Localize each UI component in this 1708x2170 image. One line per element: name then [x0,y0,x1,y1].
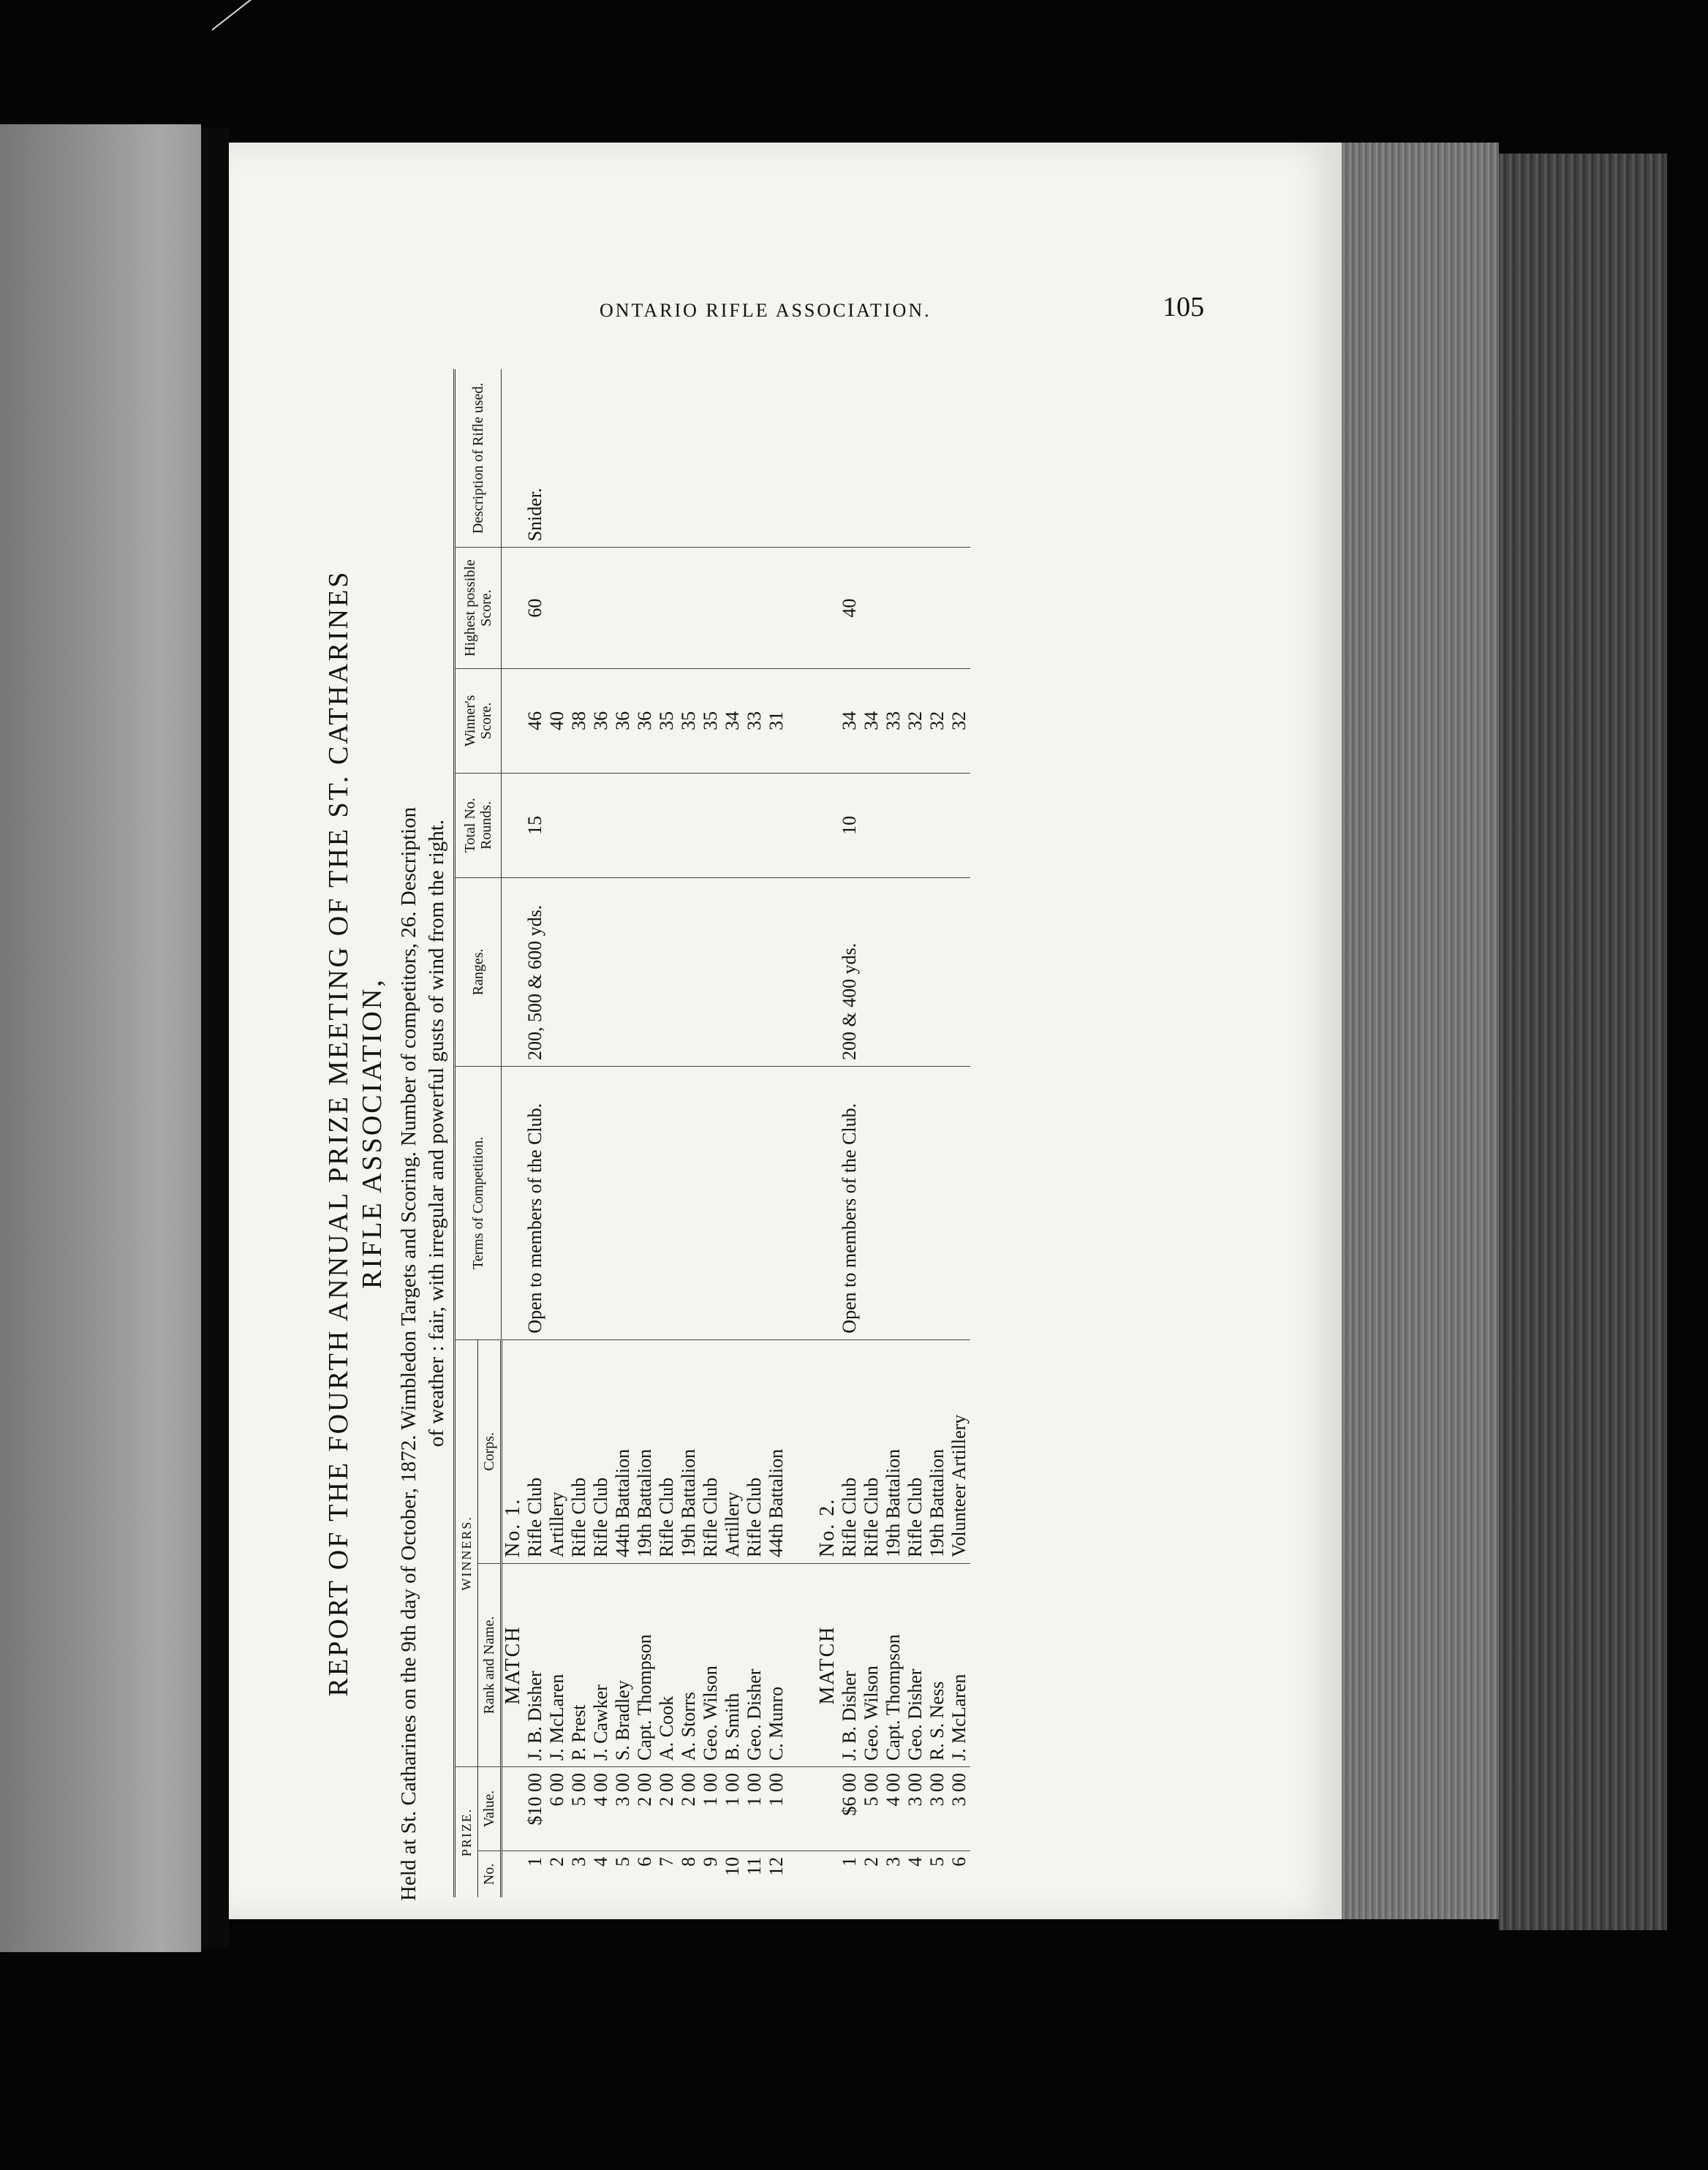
prize-value: 2 00 [634,1767,656,1851]
match-1-number: No. 1. [502,1339,525,1563]
prize-no: 1 [524,1856,545,1867]
prize-value: 3 00 [948,1767,970,1851]
winner-corps: Rifle Club [700,1339,722,1563]
report-title [322,366,389,1901]
prize-no: 2 [861,1856,882,1867]
match-1-label: MATCH [502,1563,525,1766]
winner-name: Geo. Wilson [700,1563,722,1766]
prize-value: 5 00 [568,1767,590,1851]
winner-score: 40 [546,668,568,773]
winner-score: 36 [590,668,612,773]
winner-corps: Volunteer Artillery [948,1339,970,1563]
match-2-ranges: 200 & 400 yds. [839,877,970,1066]
winner-score: 34 [722,668,744,773]
scratch-mark [211,0,316,31]
winner-name: J. McLaren [948,1563,970,1766]
winner-score: 36 [612,668,634,773]
winner-score: 32 [948,668,970,773]
winner-name: J. Cawker [590,1563,612,1766]
winner-name: Geo. Wilson [861,1563,883,1766]
winner-corps: 19th Battalion [634,1339,656,1563]
prize-value: 1 00 [700,1767,722,1851]
header-value: Value. [478,1767,502,1851]
winner-corps: Rifle Club [744,1339,766,1563]
winner-corps: 19th Battalion [926,1339,948,1563]
prize-no: 6 [634,1856,655,1867]
winner-name: Geo. Disher [904,1563,926,1766]
prize-value: $6 00 [839,1767,861,1851]
prize-value: $10 00 [524,1767,546,1851]
winner-corps: Rifle Club [861,1339,883,1563]
prize-no: 6 [948,1856,970,1867]
winner-score: 34 [861,668,883,773]
winner-score: 32 [926,668,948,773]
winner-corps: Artillery [546,1339,568,1563]
winner-name: Capt. Thompson [634,1563,656,1766]
prize-value: 2 00 [678,1767,700,1851]
prize-value: 4 00 [590,1767,612,1851]
header-total-rounds: Total No. Rounds. [455,773,502,877]
header-ranges: Ranges. [455,877,502,1066]
prize-no: 11 [744,1856,765,1875]
match-2-terms: Open to members of the Club. [839,1067,970,1340]
winner-name: J. B. Disher [839,1563,861,1766]
winner-score: 38 [568,668,590,773]
winner-corps: Rifle Club [839,1339,861,1563]
table-row [524,369,546,1897]
winner-corps: Rifle Club [904,1339,926,1563]
page-edges-dark [1499,154,1667,1930]
winner-corps: Rifle Club [524,1339,546,1563]
winner-corps: 19th Battalion [883,1339,904,1563]
prize-value: 3 00 [904,1767,926,1851]
winner-corps: 19th Battalion [678,1339,700,1563]
prize-no: 8 [678,1856,699,1867]
winner-name: S. Bradley [612,1563,634,1766]
page-number: 105 [1163,292,1204,322]
header-winners-score: Winner's Score. [455,668,502,773]
prize-no: 10 [722,1856,743,1876]
match-1-ranges: 200, 500 & 600 yds. [524,877,787,1066]
prize-value: 5 00 [861,1767,883,1851]
prize-no: 4 [590,1856,611,1867]
winner-name: Capt. Thompson [883,1563,904,1766]
running-header-title: ONTARIO RIFLE ASSOCIATION. [600,300,932,321]
match-1-heading [502,369,525,1897]
header-prize: PRIZE. [455,1767,478,1897]
prize-table [453,369,970,1897]
winner-score: 35 [656,668,678,773]
match-2-rifle [839,369,861,548]
rotated-report [322,366,1199,1901]
winner-score: 34 [839,668,861,773]
winner-name: R. S. Ness [926,1563,948,1766]
winner-score: 33 [883,668,904,773]
match-2-highest-score: 40 [839,548,861,669]
prize-no: 5 [612,1856,633,1867]
prize-value: 6 00 [546,1767,568,1851]
winner-score: 46 [524,668,546,773]
subtitle-line-1: Held at St. Catharines on the 9th day of October, 1872. Wimbledon Targets and Scoring. Number of competitors, 26. Description [397,806,420,1901]
prize-no: 12 [766,1856,787,1876]
match-2-total-rounds: 10 [839,773,861,877]
winner-name: C. Munro [766,1563,787,1766]
prize-value: 3 00 [926,1767,948,1851]
winner-score: 35 [700,668,722,773]
prize-no: 4 [904,1856,926,1867]
winner-corps: Rifle Club [568,1339,590,1563]
prize-no: 5 [926,1856,948,1867]
table-row [839,369,861,1897]
match-1-terms: Open to members of the Club. [524,1067,787,1340]
prize-no: 9 [700,1856,721,1867]
match-2-body [817,369,970,1897]
winner-score: 36 [634,668,656,773]
header-rifle: Description of Rifle used. [455,369,502,548]
match-1-highest-score: 60 [524,548,546,669]
winner-corps: Rifle Club [656,1339,678,1563]
match-2-heading [817,369,839,1897]
match-1-body [502,369,817,1897]
winner-name: J. B. Disher [524,1563,546,1766]
prize-no: 2 [546,1856,567,1867]
page-edges [1342,143,1499,1919]
prize-no: 3 [883,1856,904,1867]
report-title-line-1: REPORT OF THE FOURTH ANNUAL PRIZE MEETING OF THE ST. CATHARINES [323,570,354,1697]
header-winners: WINNERS. [455,1339,478,1766]
prize-value: 4 00 [883,1767,904,1851]
winner-name: B. Smith [722,1563,744,1766]
prize-value: 2 00 [656,1767,678,1851]
book-spine [201,128,229,1948]
prize-no: 3 [568,1856,589,1867]
winner-corps: Artillery [722,1339,744,1563]
header-rank-name: Rank and Name. [478,1563,502,1766]
report-subtitle [395,366,450,1901]
winner-score: 35 [678,668,700,773]
prize-value: 1 00 [766,1767,787,1851]
prize-no: 1 [839,1856,860,1867]
winner-name: A. Cook [656,1563,678,1766]
winner-corps: Rifle Club [590,1339,612,1563]
left-page-edge [0,124,201,1952]
match-2-number: No. 2. [817,1339,839,1563]
header-no: No. [478,1850,502,1897]
winner-score: 32 [904,668,926,773]
match-1-total-rounds: 15 [524,773,546,877]
winner-score: 31 [766,668,787,773]
winner-name: P. Prest [568,1563,590,1766]
winner-corps: 44th Battalion [612,1339,634,1563]
winner-corps: 44th Battalion [766,1339,787,1563]
prize-no: 7 [656,1856,677,1867]
match-2-label: MATCH [817,1563,839,1766]
header-corps: Corps. [478,1339,502,1563]
header-highest-score: Highest possible Score. [455,548,502,669]
prize-value: 1 00 [744,1767,766,1851]
match-1-rifle: Snider. [524,369,546,548]
header-terms: Terms of Competition. [455,1067,502,1340]
winner-name: Geo. Disher [744,1563,766,1766]
prize-value: 3 00 [612,1767,634,1851]
winner-name: J. McLaren [546,1563,568,1766]
subtitle-line-2: of weather : fair, with irregular and powerful gusts of wind from the right. [425,819,448,1448]
prize-value: 1 00 [722,1767,744,1851]
winner-name: A. Storrs [678,1563,700,1766]
report-title-line-2: RIFLE ASSOCIATION, [357,978,388,1289]
winner-score: 33 [744,668,766,773]
